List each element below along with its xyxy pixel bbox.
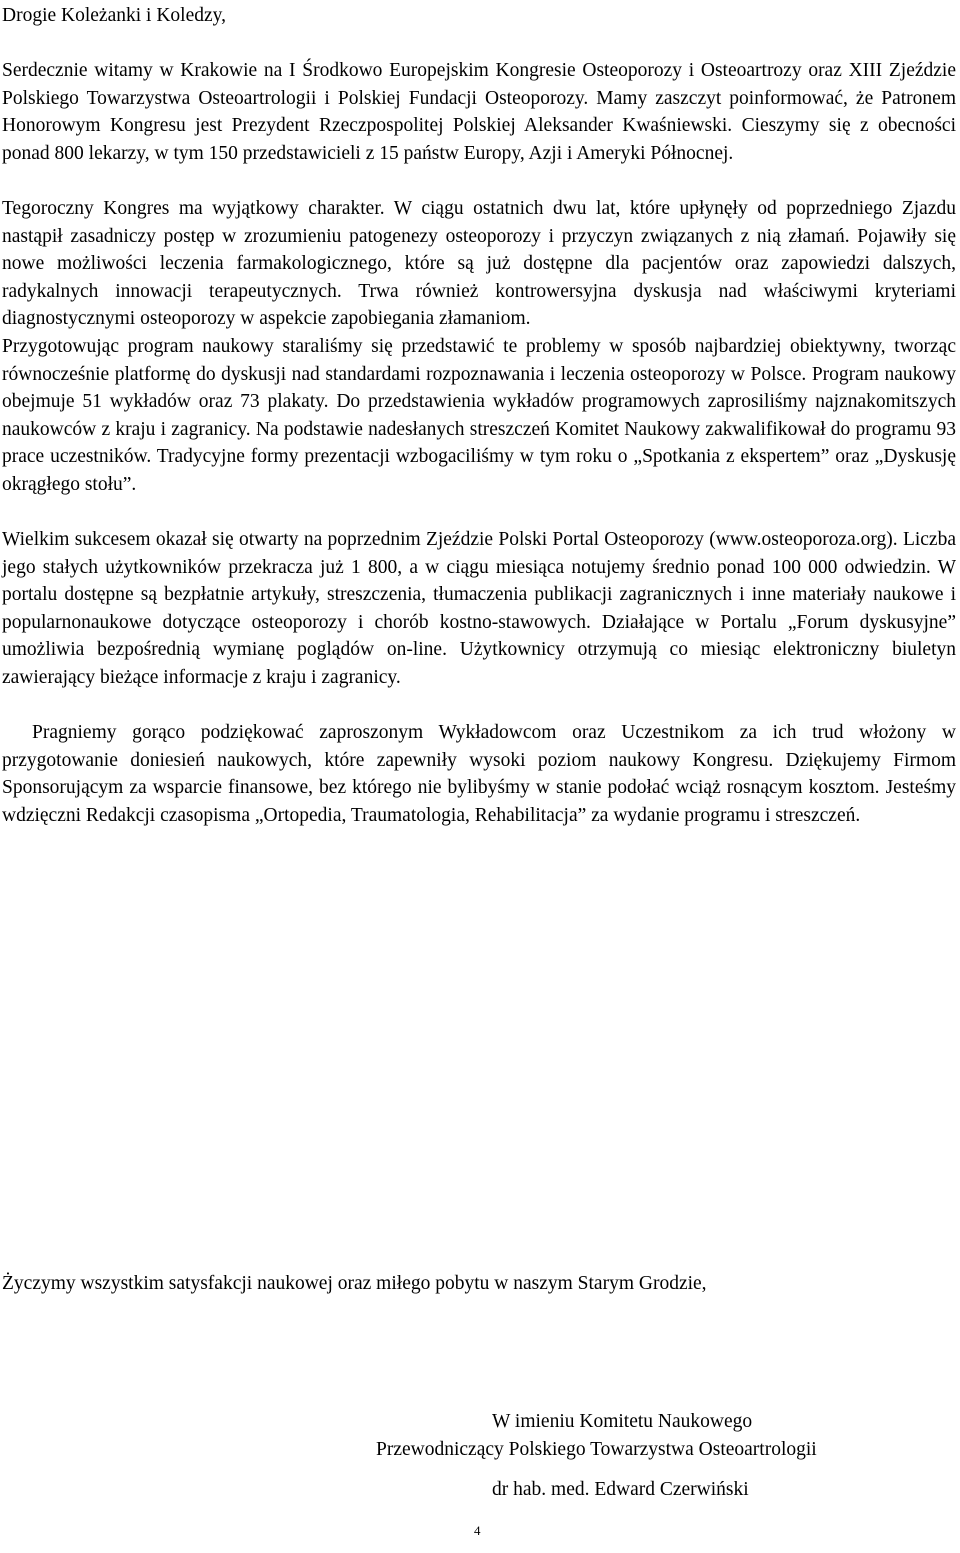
paragraph-congress-character: Tegoroczny Kongres ma wyjątkowy charakter. W ciągu ostatnich dwu lat, które upłynęły od poprzedniego Zjazdu nastąpił zasadniczy postęp w zrozumieniu patogenezy osteoporozy i przyczyn związanych z nią złamań. Pojawiły się nowe możliwości leczenia farmakologicznego, które są już dostępne dla pacjentów oraz zapowiedzi dalszych, radykalnych innowacji terapeutycznych. Trwa również kontrowersyjna dyskusja nad właściwymi kryteriami diagnostycznymi osteoporozy w aspekcie zapobiegania złamaniom. <box>2 197 956 330</box>
paragraph-welcome: Serdecznie witamy w Krakowie na I Środkowo Europejskim Kongresie Osteoporozy i Osteoartrozy oraz XIII Zjeździe Polskiego Towarzystwa Osteoartrologii i Polskiej Fundacji Osteoporozy. Mamy zaszczyt poinformować, że Patronem Honorowym Kongresu jest Prezydent Rzeczpospolitej Polskiej Aleksander Kwaśniewski. Cieszymy się z obecności ponad 800 lekarzy, w tym 150 przedstawicieli z 15 państw Europy, Azji i Ameryki Północnej. <box>2 60 956 164</box>
paragraph-thanks: Pragniemy gorąco podziękować zaproszonym Wykładowcom oraz Uczestnikom za ich trud włożony w przygotowanie doniesień naukowych, które zapewniły wysoki poziom naukowy Kongresu. Dziękujemy Firmom Sponsorującym za wsparcie finansowe, bez którego nie bylibyśmy w stanie podołać wciąż rosnącym kosztom. Jesteśmy wdzięczni Redakcji czasopisma „Ortopedia, Traumatologia, Rehabilitacja” za wydanie programu i streszczeń. <box>2 722 956 827</box>
closing-line: Życzymy wszystkim satysfakcji naukowej oraz miłego pobytu w naszym Starym Grodzie, <box>2 1273 707 1294</box>
signature-committee: W imieniu Komitetu Naukowego <box>492 1411 753 1432</box>
salutation: Drogie Koleżanki i Koledzy, <box>2 5 226 26</box>
letter-body <box>2 57 956 830</box>
signature-block <box>376 1408 956 1463</box>
paragraph-scientific-program: Przygotowując program naukowy staraliśmy się przedstawić te problemy w sposób najbardziej obiektywny, tworząc równocześnie platformę do dyskusji nad standardami rozpoznawania i leczenia osteoporozy w Polsce. Program naukowy obejmuje 51 wykładów oraz 73 plakaty. Do przedstawienia wykładów programowych zaprosiliśmy najznakomitszych naukowców z kraju i zagranicy. Na podstawie nadesłanych streszczeń Komitet Naukowy zakwalifikował do programu 93 prace uczestników. Tradycyjne formy prezentacji wzbogaciliśmy w tym roku o „Spotkania z ekspertem” oraz „Dyskusję okrągłego stołu”. <box>2 335 956 495</box>
signature-role: Przewodniczący Polskiego Towarzystwa Osteoartrologii <box>376 1438 817 1460</box>
signature-name: dr hab. med. Edward Czerwiński <box>492 1479 749 1500</box>
page-number: 4 <box>474 1523 481 1538</box>
paragraph-portal: Wielkim sukcesem okazał się otwarty na poprzednim Zjeździe Polski Portal Osteoporozy (www.osteoporoza.org). Liczba jego stałych użytkowników przekracza już 1 800, a w ciągu miesiąca notujemy średnio ponad 100 000 odwiedzin. W portalu dostępne są bezpłatnie artykuły, streszczenia, tłumaczenia publikacji zagranicznych i inne materiały naukowe i popularnonaukowe dotyczące osteoporozy i chorób kostno-stawowych. Działające w Portalu „Forum dyskusyjne” umożliwia bezpośrednią wymianę poglądów on-line. Użytkownicy otrzymują co miesiąc elektroniczny biuletyn zawierający bieżące informacje z kraju i zagranicy. <box>2 529 956 689</box>
